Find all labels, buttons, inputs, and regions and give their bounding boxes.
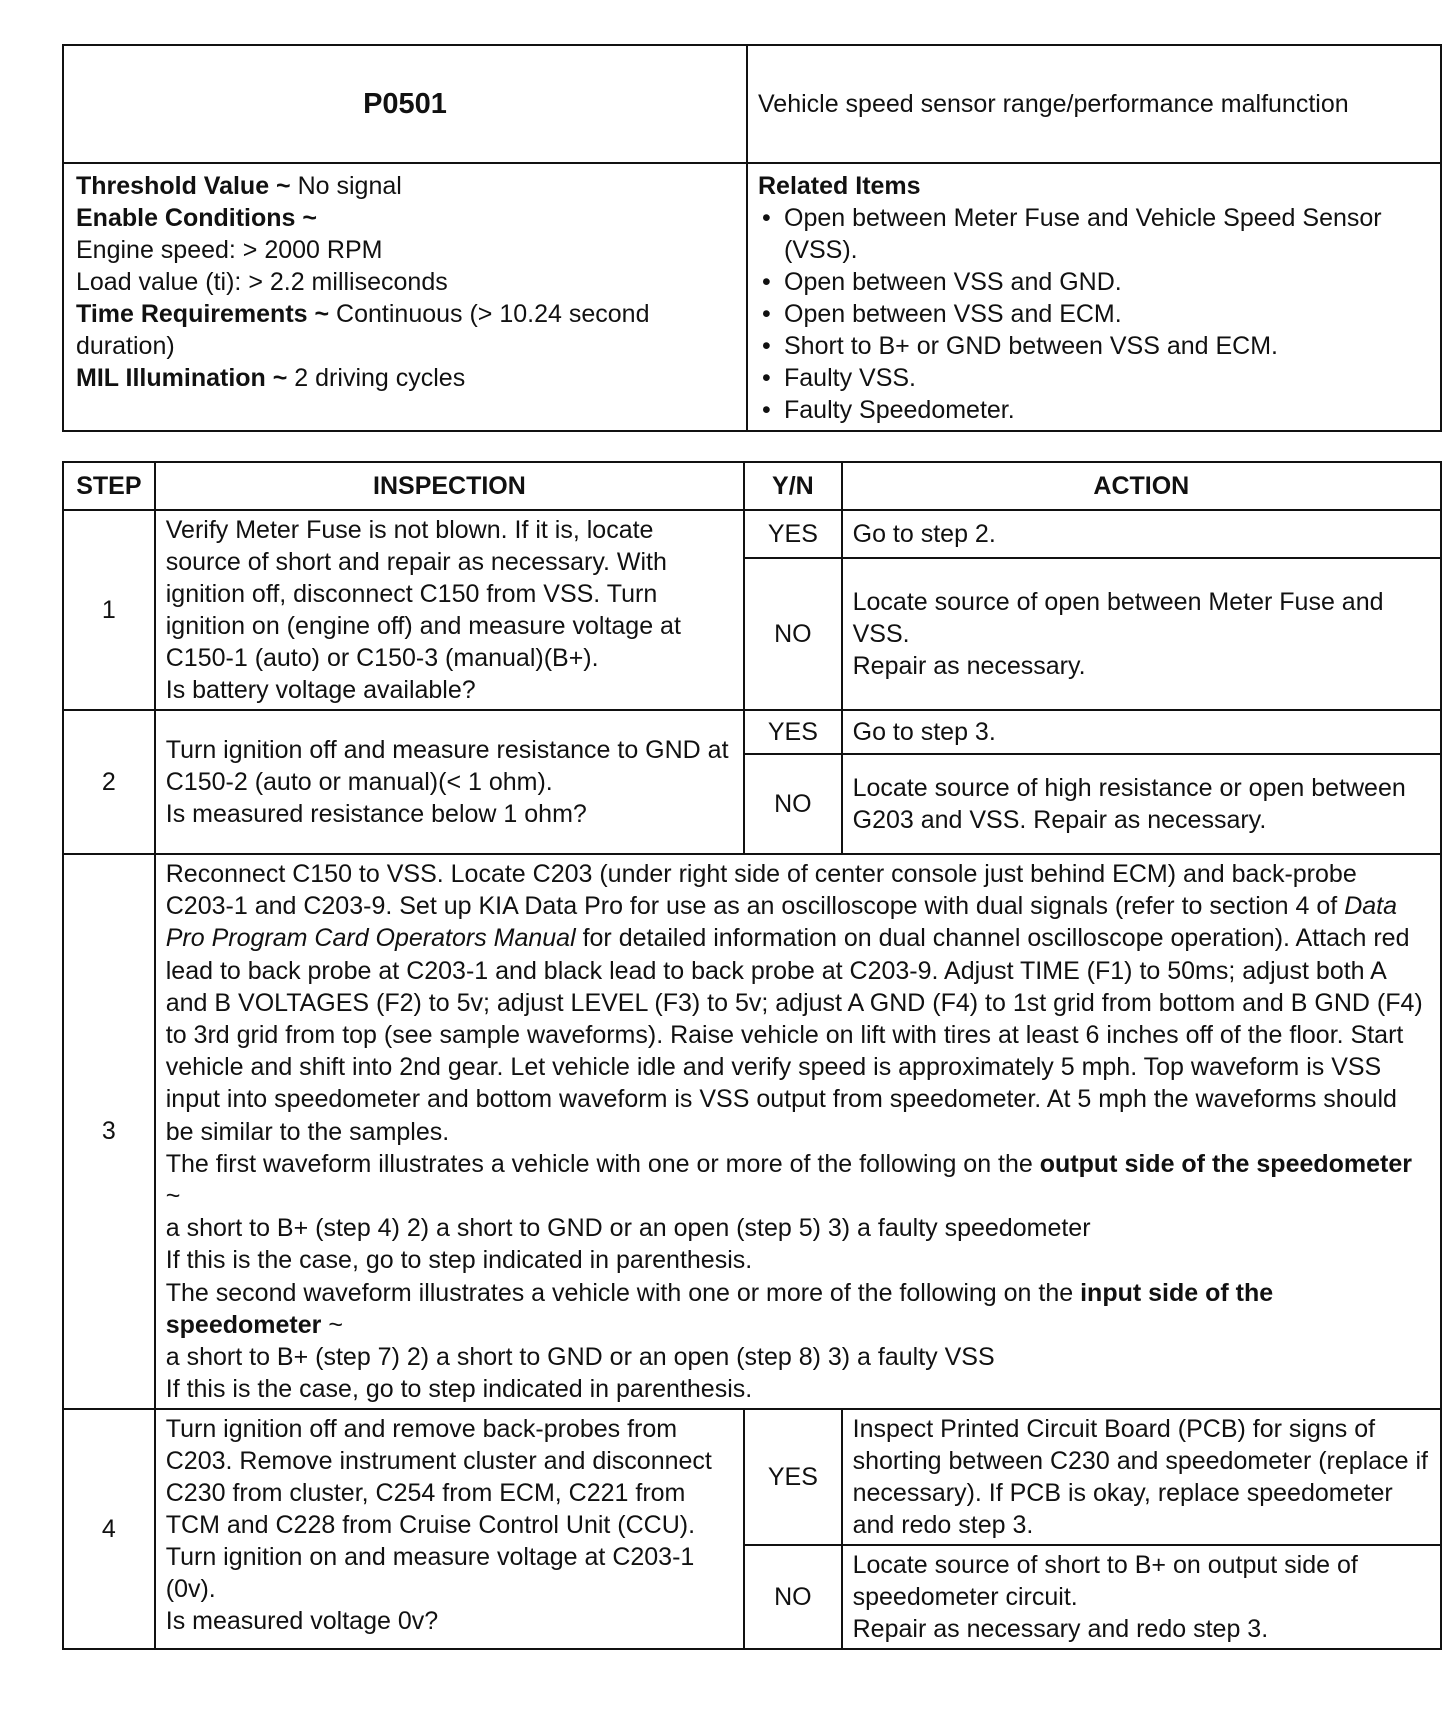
- first-waveform-intro: [166, 1148, 1430, 1212]
- setup-text: for detailed information on dual channel oscilloscope operation). Attach red lead to back probe at C203-1 and black lead to back probe at C203-9. Adjust TIME (F1) to 50ms; adjust both A and B VOLTAGES (F2) to 5v; adjust LEVEL (F3) to 5v; adjust A GND (F4) to 1st grid from bottom and B GND (F4) to 3rd grid from top (see sample waveforms). Raise vehicle on lift with tires at least 6 inches off of the floor. Start vehicle and shift into 2nd gear. Let vehicle idle and verify speed is approximately 5 mph. Top waveform is VSS input into speedometer and bottom waveform is VSS output from speedometer. At 5 mph the waveforms should be similar to the samples.: [165, 924, 1423, 1146]
- threshold-line: [76, 170, 736, 202]
- engine-speed: Engine speed: > 2000 RPM: [76, 236, 383, 264]
- mil-label: MIL Illumination ~: [76, 364, 288, 392]
- threshold-label: Threshold Value ~: [76, 172, 291, 200]
- intro-bold: input side of the speedometer: [165, 1278, 1274, 1339]
- inspection-text: Verify Meter Fuse is not blown. If it is, locate source of short and repair as necessary. With ignition off, disconnect C150 from VSS. Turn ignition on (engine off) and measure voltage at C150-1 (auto) or C150-3 (manual)(B+).: [165, 516, 681, 672]
- inspection-text: Turn ignition off and remove back-probes from C203. Remove instrument cluster and disconnect C230 from cluster, C254 from ECM, C221 from TCM and C228 from Cruise Control Unit (CCU). Turn ignition on and measure voltage at C203-1 (0v).: [165, 1415, 712, 1604]
- step-3-instructions: [155, 854, 1441, 1409]
- header-yn: Y/N: [744, 462, 842, 510]
- dtc-info-table: [62, 44, 1442, 432]
- inspection-question: Is battery voltage available?: [165, 676, 476, 704]
- no-label: NO: [744, 1545, 842, 1649]
- list-item: • Faulty Speedometer.: [758, 394, 1430, 426]
- time-value: Continuous (> 10.24 second duration): [76, 300, 650, 360]
- header-row: [63, 462, 1441, 510]
- step-inspection: [155, 510, 744, 710]
- enable-label: Enable Conditions ~: [76, 204, 317, 232]
- table-row: [63, 1409, 1441, 1545]
- yes-action: Go to step 3.: [842, 710, 1441, 754]
- header-action: ACTION: [842, 462, 1441, 510]
- yes-label: YES: [744, 510, 842, 558]
- step-inspection: [155, 1409, 744, 1649]
- first-waveform-list: a short to B+ (step 4) 2) a short to GND or an open (step 5) 3) a faulty speedometer: [165, 1214, 1091, 1243]
- no-action: [842, 1545, 1441, 1649]
- no-action-line: Repair as necessary.: [852, 652, 1086, 681]
- header-step: STEP: [63, 462, 155, 510]
- no-action: [842, 558, 1441, 710]
- first-waveform-case: If this is the case, go to step indicated in parenthesis.: [165, 1246, 753, 1275]
- load-value: Load value (ti): > 2.2 milliseconds: [76, 268, 448, 296]
- setup-text: Reconnect C150 to VSS. Locate C203 (under right side of center console just behind ECM) and back-probe C203-1 and C203-9. Set up KIA Data Pro for use as an oscilloscope with dual signals (refer to section 4 of: [165, 860, 1357, 921]
- inspection-question: Is measured resistance below 1 ohm?: [165, 800, 587, 828]
- threshold-value: No signal: [290, 172, 402, 200]
- list-item: • Open between VSS and ECM.: [758, 298, 1430, 330]
- no-action-line: Repair as necessary and redo step 3.: [852, 1615, 1269, 1644]
- list-item: • Faulty VSS.: [758, 362, 1430, 394]
- intro-tilde: ~: [321, 1310, 343, 1339]
- inspection-question: Is measured voltage 0v?: [165, 1607, 439, 1636]
- related-items-title: Related Items: [758, 172, 921, 200]
- time-label: Time Requirements ~: [76, 300, 330, 328]
- yes-action: Inspect Printed Circuit Board (PCB) for signs of shorting between C230 and speedometer (replace if necessary). If PCB is okay, replace speedometer and redo step 3.: [842, 1409, 1441, 1545]
- yes-action: Go to step 2.: [842, 510, 1441, 558]
- mil-line: [76, 362, 736, 394]
- mil-value: 2 driving cycles: [287, 364, 466, 392]
- related-items-cell: [747, 163, 1441, 431]
- dtc-code: P0501: [63, 45, 747, 163]
- table-row: [63, 854, 1441, 1409]
- second-waveform-case: If this is the case, go to step indicated in parenthesis.: [165, 1375, 753, 1404]
- inspection-text: Turn ignition off and measure resistance to GND at C150-2 (auto or manual)(< 1 ohm).: [165, 736, 729, 796]
- yes-label: YES: [744, 1409, 842, 1545]
- list-item: • Open between Meter Fuse and Vehicle Speed Sensor (VSS).: [758, 202, 1430, 266]
- step-number: 1: [63, 510, 155, 710]
- step-number: 3: [63, 854, 155, 1409]
- related-items-list: [758, 202, 1430, 426]
- manual-title: Data Pro Program Card Operators Manual: [165, 892, 1397, 953]
- list-item: • Short to B+ or GND between VSS and ECM.: [758, 330, 1430, 362]
- no-action-line: Locate source of open between Meter Fuse and VSS.: [852, 588, 1384, 649]
- time-line: [76, 298, 736, 362]
- intro-text: The second waveform illustrates a vehicle with one or more of the following on the: [165, 1278, 1081, 1307]
- dtc-description: Vehicle speed sensor range/performance malfunction: [747, 45, 1441, 163]
- no-action-line: Locate source of short to B+ on output side of speedometer circuit.: [852, 1551, 1358, 1612]
- no-action: Locate source of high resistance or open between G203 and VSS. Repair as necessary.: [842, 754, 1441, 854]
- no-label: NO: [744, 754, 842, 854]
- table-row: [63, 510, 1441, 558]
- list-item: • Open between VSS and GND.: [758, 266, 1430, 298]
- table-row: [63, 710, 1441, 754]
- intro-text: The first waveform illustrates a vehicle with one or more of the following on the: [165, 1149, 1040, 1178]
- header-inspection: INSPECTION: [155, 462, 744, 510]
- step-inspection: [155, 710, 744, 854]
- step-number: 2: [63, 710, 155, 854]
- second-waveform-list: a short to B+ (step 7) 2) a short to GND or an open (step 8) 3) a faulty VSS: [165, 1343, 995, 1372]
- procedure-table: [62, 461, 1442, 1650]
- no-label: NO: [744, 558, 842, 710]
- conditions-cell: [63, 163, 747, 431]
- step-number: 4: [63, 1409, 155, 1649]
- step-3-setup: [166, 858, 1430, 1148]
- yes-label: YES: [744, 710, 842, 754]
- intro-bold: output side of the speedometer: [1039, 1149, 1413, 1178]
- second-waveform-intro: [166, 1277, 1430, 1341]
- intro-tilde: ~: [165, 1182, 181, 1211]
